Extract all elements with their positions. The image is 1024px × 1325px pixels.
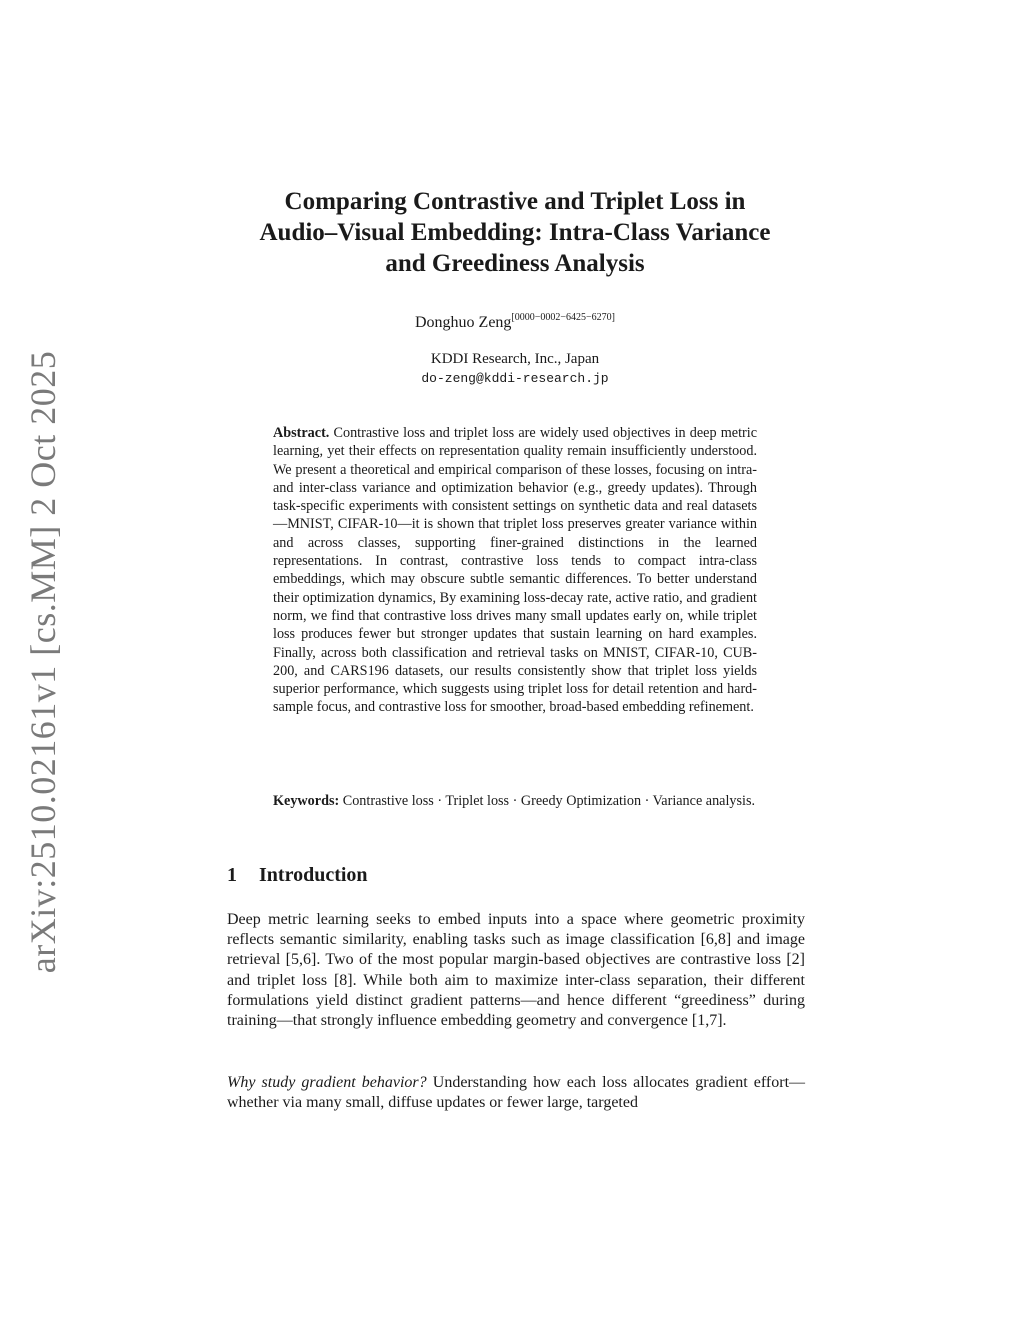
section-heading [227, 864, 368, 887]
section-number: 1 [227, 864, 237, 886]
section-title: Introduction [259, 864, 368, 886]
abstract [273, 424, 757, 717]
keywords [273, 792, 757, 810]
paper-title [200, 186, 830, 279]
affiliation-institution: KDDI Research, Inc., Japan [430, 351, 600, 367]
abstract-text: Contrastive loss and triplet loss are widely used objectives in deep metric learning, yet their effects on representation quality remain insufficiently understood. We present a theoretical and empirical comparison of these losses, focusing on intra- and inter-class variance and optimization behavior (e.g., greedy updates). Through task-specific experiments with consistent settings on synthetic data and real datasets—MNIST, CIFAR-10—it is shown that triplet loss preserves greater variance within and across classes, supporting finer-grained distinctions in the learned representations. In contrast, contrastive loss tends to compact intra-class embeddings, which may obscure subtle semantic differences. To better understand their optimization dynamics, By examining loss-decay rate, active ratio, and gradient norm, we find that contrastive loss drives many small updates early on, while triplet loss produces fewer but stronger updates that sustain learning on hard examples. Finally, across both classification and retrieval tasks on MNIST, CIFAR-10, CUB-200, and CARS196 datasets, our results consistently show that triplet loss yields superior performance, which suggests using triplet loss for detail retention and hard-sample focus, and contrastive loss for smoother, broad-based embedding refinement. [273, 425, 757, 716]
keywords-label: Keywords: [273, 793, 340, 809]
affiliation-block [200, 349, 830, 389]
title-line-2: Audio–Visual Embedding: Intra-Class Variance [259, 219, 771, 246]
keywords-text: Contrastive loss · Triplet loss · Greedy Optimization · Variance analysis. [342, 793, 756, 809]
author-orcid[interactable]: [0000−0002−6425−6270] [511, 312, 616, 323]
abstract-label: Abstract. [273, 425, 330, 441]
arxiv-identifier[interactable]: arXiv:2510.02161v1 [cs.MM] 2 Oct 2025 [23, 350, 63, 974]
author-name: Donghuo Zeng [414, 314, 512, 331]
author-line [200, 312, 830, 332]
paragraph-2-text: Understanding how each loss allocates gradient effort—whether via many small, diffuse updates or fewer large, targeted [227, 1074, 806, 1112]
title-line-3: and Greediness Analysis [385, 250, 645, 277]
title-line-1: Comparing Contrastive and Triplet Loss in [284, 188, 746, 215]
intro-paragraph-2 [227, 1073, 805, 1113]
paragraph-lead: Why study gradient behavior? [227, 1074, 427, 1091]
intro-paragraph-1: Deep metric learning seeks to embed inputs into a space where geometric proximity reflects semantic similarity, enabling tasks such as image classification [6,8] and image retrieval [5,6]. Two of the most popular margin-based objectives are contrastive loss [2] and triplet loss [8]. While both aim to maximize inter-class separation, their different formulations yield distinct gradient patterns—and hence different “greediness” during training—that strongly influence embedding geometry and convergence [1,7]. [227, 911, 805, 1030]
author-email[interactable]: do-zeng@kddi-research.jp [421, 371, 609, 386]
